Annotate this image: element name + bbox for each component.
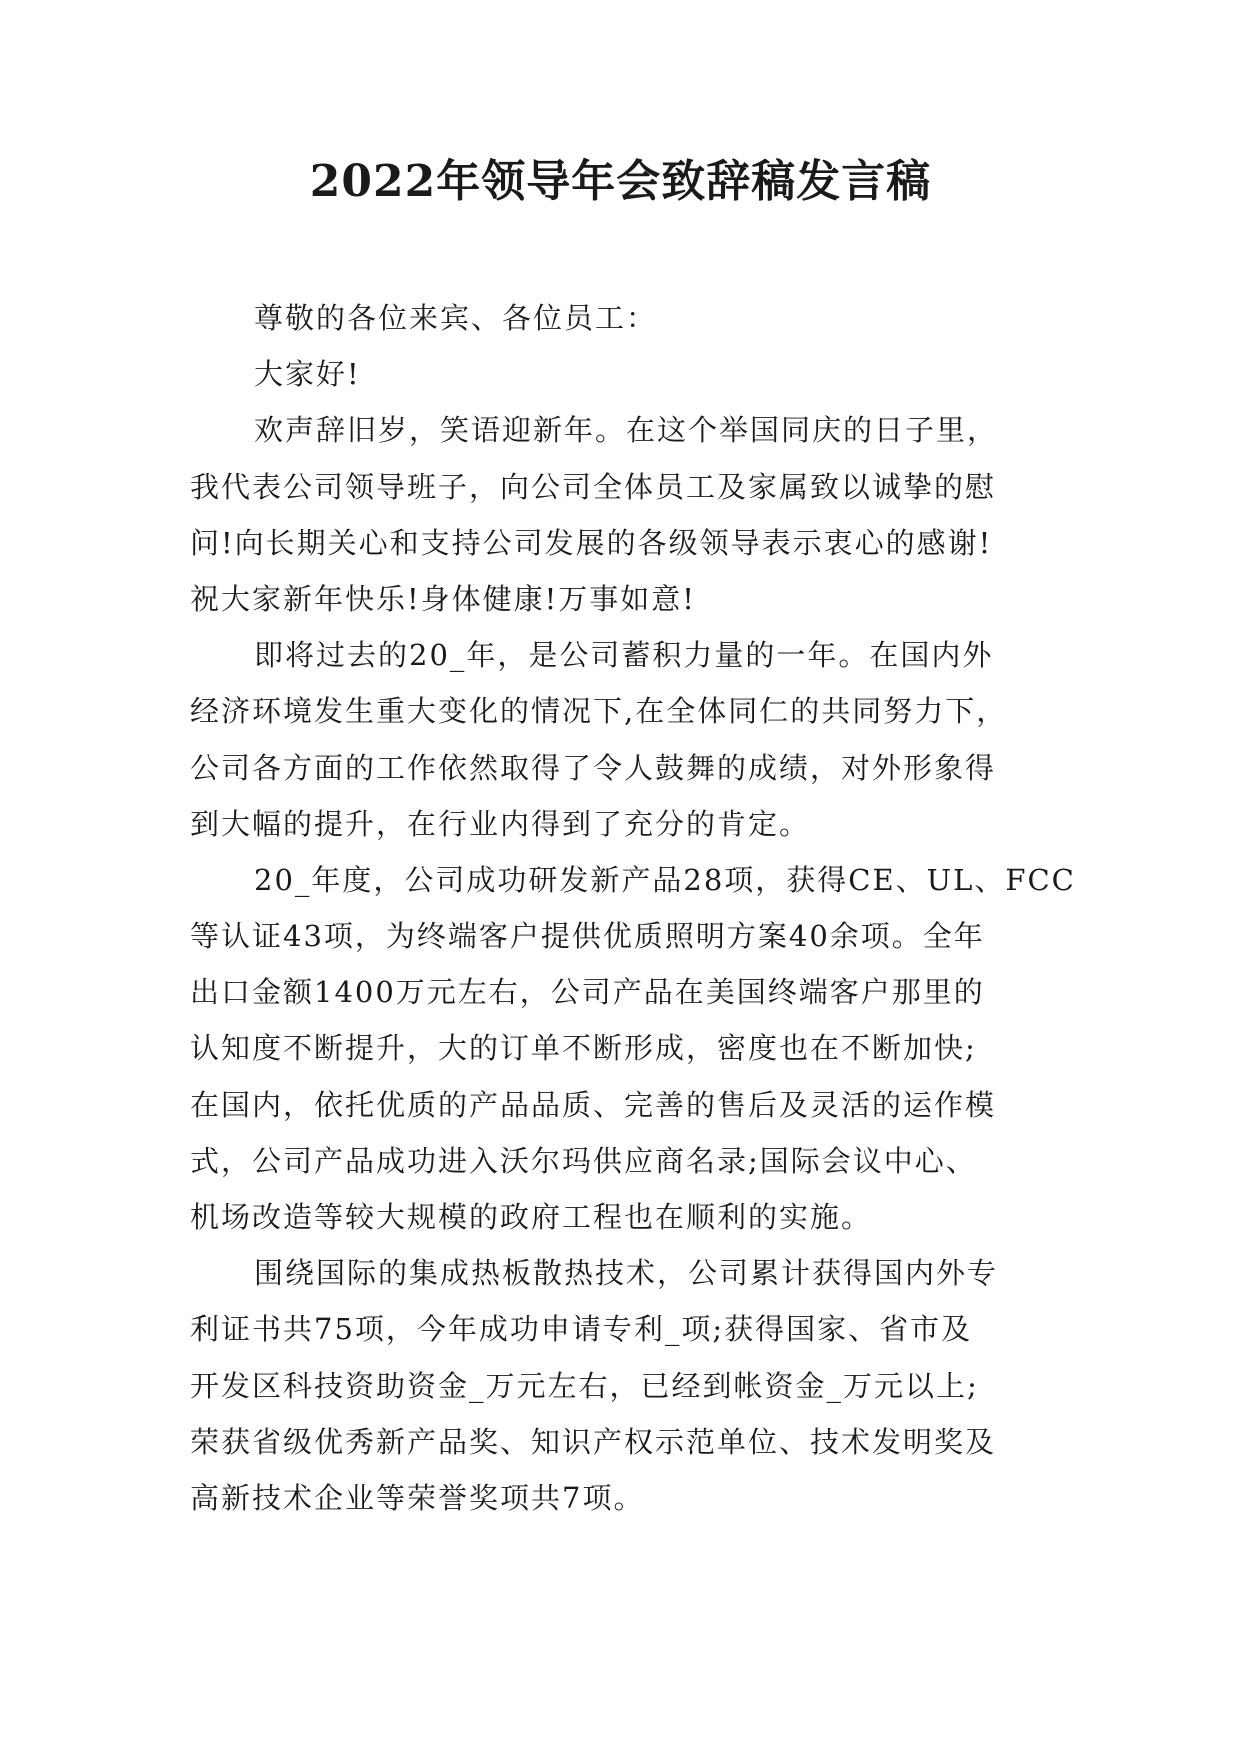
text-line: 公司各方面的工作依然取得了令人鼓舞的成绩，对外形象得: [190, 750, 997, 785]
text-line: 在国内，依托优质的产品品质、完善的售后及灵活的运作模: [190, 1087, 997, 1122]
paragraph-opening: [190, 402, 1070, 627]
paragraph-salutation: [190, 290, 1070, 346]
paragraph-review: [190, 627, 1070, 852]
text-line: 机场改造等较大规模的政府工程也在顺利的实施。: [190, 1200, 873, 1234]
text-line: 开发区科技资助资金_万元左右，已经到帐资金_万元以上;: [190, 1368, 979, 1403]
text-line: 利证书共75项，今年成功申请专利_项;获得国家、省市及: [190, 1312, 973, 1347]
text-line: 经济环境发生重大变化的情况下,在全体同仁的共同努力下，: [190, 694, 1008, 729]
text-line: 荣获省级优秀新产品奖、知识产权示范单位、技术发明奖及: [190, 1424, 997, 1459]
paragraph-greeting: [190, 346, 1070, 402]
text-line: 尊敬的各位来宾、各位员工：: [254, 301, 658, 335]
text-line: 欢声辞旧岁，笑语迎新年。在这个举国同庆的日子里，: [254, 413, 999, 448]
text-line: 等认证43项，为终端客户提供优质照明方案40余项。全年: [190, 919, 985, 954]
paragraph-patents: [190, 1245, 1070, 1526]
text-line: 认知度不断提升，大的订单不断形成，密度也在不断加快;: [190, 1031, 977, 1066]
text-line: 20_年度，公司成功研发新产品28项，获得CE、UL、FCC: [254, 862, 1076, 897]
text-line: 高新技术企业等荣誉奖项共7项。: [190, 1480, 645, 1515]
document-title: 2022年领导年会致辞稿发言稿: [309, 156, 932, 207]
text-line: 大家好!: [254, 357, 361, 392]
text-line: 祝大家新年快乐!身体健康!万事如意!: [190, 581, 696, 616]
text-line: 即将过去的20_年，是公司蓄积力量的一年。在国内外: [254, 638, 994, 673]
paragraph-achievements: [190, 852, 1076, 1245]
text-line: 式，公司产品成功进入沃尔玛供应商名录;国际会议中心、: [190, 1143, 977, 1178]
document-body: [190, 290, 1076, 1526]
text-line: 到大幅的提升，在行业内得到了充分的肯定。: [190, 806, 811, 841]
text-line: 我代表公司领导班子，向公司全体员工及家属致以诚挚的慰: [190, 469, 997, 504]
text-line: 围绕国际的集成热板散热技术，公司累计获得国内外专: [254, 1256, 999, 1291]
text-line: 问!向长期关心和支持公司发展的各级领导表示衷心的感谢!: [190, 525, 993, 560]
text-line: 出口金额1400万元左右，公司产品在美国终端客户那里的: [190, 975, 985, 1010]
